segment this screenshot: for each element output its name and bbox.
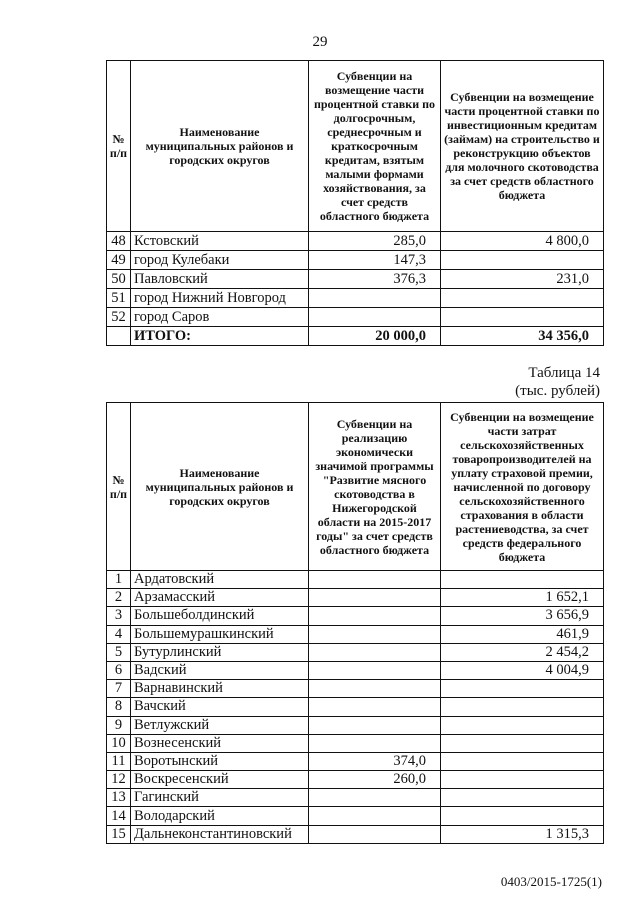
- table-row: [107, 232, 604, 251]
- value-col2: [441, 308, 604, 327]
- value-col2: [441, 752, 604, 770]
- district-name: Ардатовский: [131, 571, 309, 589]
- table-row: [107, 308, 604, 327]
- document-code: 0403/2015-1725(1): [500, 874, 602, 889]
- total-label: ИТОГО:: [131, 327, 309, 346]
- value-col1: [309, 698, 441, 716]
- table-row: [107, 716, 604, 734]
- value-col2: [441, 716, 604, 734]
- subsidy-table-livestock-insurance: [106, 402, 604, 844]
- district-name: Большеболдинский: [131, 607, 309, 625]
- header-col2: Субвенции на возмещение части затрат сельскохозяйственных товаропроизводителей на уплату страховой премии, начисленной по договору сельскохозяйственного страхования в области растениеводства, за счет средств федерального бюджета: [441, 403, 604, 571]
- value-col2: [441, 251, 604, 270]
- district-name: Вадский: [131, 661, 309, 679]
- header-col1: Субвенции на возмещение части процентной ставки по долгосрочным, среднесрочным и краткосрочным кредитам, взятым малыми формами хозяйствования, за счет средств областного бюджета: [309, 61, 441, 232]
- value-col1: [309, 289, 441, 308]
- row-number: 49: [107, 251, 131, 270]
- value-col2: [441, 289, 604, 308]
- table-row: [107, 661, 604, 679]
- table-row: [107, 807, 604, 825]
- table-row: [107, 825, 604, 843]
- value-col1: [309, 789, 441, 807]
- row-number: 13: [107, 789, 131, 807]
- district-name: Воротынский: [131, 752, 309, 770]
- district-name: Арзамасский: [131, 589, 309, 607]
- table-row: [107, 734, 604, 752]
- value-col1: [309, 734, 441, 752]
- table-row: [107, 752, 604, 770]
- table-row: [107, 607, 604, 625]
- row-number: 10: [107, 734, 131, 752]
- value-col2: 1 315,3: [441, 825, 604, 843]
- table-row: [107, 643, 604, 661]
- district-name: Вознесенский: [131, 734, 309, 752]
- table-units: (тыс. рублей): [515, 383, 600, 399]
- total-number-cell: [107, 327, 131, 346]
- value-col2: 3 656,9: [441, 607, 604, 625]
- value-col1: 285,0: [309, 232, 441, 251]
- row-number: 12: [107, 771, 131, 789]
- value-col1: 374,0: [309, 752, 441, 770]
- total-col1: 20 000,0: [309, 327, 441, 346]
- table-row: [107, 571, 604, 589]
- page-number: 29: [312, 34, 328, 50]
- row-number: 14: [107, 807, 131, 825]
- value-col1: [309, 643, 441, 661]
- district-name: Павловский: [131, 270, 309, 289]
- row-number: 8: [107, 698, 131, 716]
- header-num: № п/п: [107, 403, 131, 571]
- row-number: 3: [107, 607, 131, 625]
- value-col1: [309, 716, 441, 734]
- table-row: [107, 771, 604, 789]
- row-number: 11: [107, 752, 131, 770]
- value-col1: [309, 308, 441, 327]
- value-col1: [309, 625, 441, 643]
- value-col2: [441, 571, 604, 589]
- value-col2: [441, 771, 604, 789]
- row-number: 52: [107, 308, 131, 327]
- total-row: [107, 327, 604, 346]
- row-number: 1: [107, 571, 131, 589]
- row-number: 51: [107, 289, 131, 308]
- header-col2: Субвенции на возмещение части процентной ставки по инвестиционным кредитам (займам) на строительство и реконструкцию объектов для молочного скотоводства за счет средств областного бюджета: [441, 61, 604, 232]
- row-number: 2: [107, 589, 131, 607]
- header-name: Наименование муниципальных районов и городских округов: [131, 403, 309, 571]
- value-col2: [441, 680, 604, 698]
- row-number: 50: [107, 270, 131, 289]
- table-row: [107, 251, 604, 270]
- district-name: Варнавинский: [131, 680, 309, 698]
- value-col2: [441, 734, 604, 752]
- header-name: Наименование муниципальных районов и городских округов: [131, 61, 309, 232]
- value-col2: 1 652,1: [441, 589, 604, 607]
- value-col1: [309, 680, 441, 698]
- value-col2: [441, 807, 604, 825]
- table-row: [107, 789, 604, 807]
- district-name: Бутурлинский: [131, 643, 309, 661]
- row-number: 48: [107, 232, 131, 251]
- value-col2: 461,9: [441, 625, 604, 643]
- district-name: город Саров: [131, 308, 309, 327]
- district-name: Гагинский: [131, 789, 309, 807]
- row-number: 4: [107, 625, 131, 643]
- value-col2: 2 454,2: [441, 643, 604, 661]
- district-name: город Нижний Новгород: [131, 289, 309, 308]
- header-num: № п/п: [107, 61, 131, 232]
- row-number: 6: [107, 661, 131, 679]
- value-col2: [441, 698, 604, 716]
- value-col2: 4 800,0: [441, 232, 604, 251]
- header-col1: Субвенции на реализацию экономически значимой программы "Развитие мясного скотоводства в Нижегородской области на 2015-2017 годы" за счет средств областного бюджета: [309, 403, 441, 571]
- value-col2: [441, 789, 604, 807]
- table-row: [107, 289, 604, 308]
- district-name: Ветлужский: [131, 716, 309, 734]
- table-row: [107, 589, 604, 607]
- district-name: Вачский: [131, 698, 309, 716]
- value-col1: [309, 607, 441, 625]
- district-name: Большемурашкинский: [131, 625, 309, 643]
- value-col1: [309, 571, 441, 589]
- district-name: Кстовский: [131, 232, 309, 251]
- value-col1: 260,0: [309, 771, 441, 789]
- value-col2: 231,0: [441, 270, 604, 289]
- table-row: [107, 698, 604, 716]
- value-col1: [309, 661, 441, 679]
- row-number: 7: [107, 680, 131, 698]
- table-row: [107, 625, 604, 643]
- table-row: [107, 270, 604, 289]
- district-name: Воскресенский: [131, 771, 309, 789]
- value-col1: 376,3: [309, 270, 441, 289]
- row-number: 9: [107, 716, 131, 734]
- total-col2: 34 356,0: [441, 327, 604, 346]
- value-col1: [309, 807, 441, 825]
- value-col2: 4 004,9: [441, 661, 604, 679]
- district-name: город Кулебаки: [131, 251, 309, 270]
- value-col1: [309, 589, 441, 607]
- table-row: [107, 680, 604, 698]
- value-col1: 147,3: [309, 251, 441, 270]
- district-name: Володарский: [131, 807, 309, 825]
- value-col1: [309, 825, 441, 843]
- district-name: Дальнеконстантиновский: [131, 825, 309, 843]
- row-number: 15: [107, 825, 131, 843]
- table-caption: Таблица 14: [528, 365, 600, 381]
- row-number: 5: [107, 643, 131, 661]
- subsidy-table-interest: [106, 60, 604, 346]
